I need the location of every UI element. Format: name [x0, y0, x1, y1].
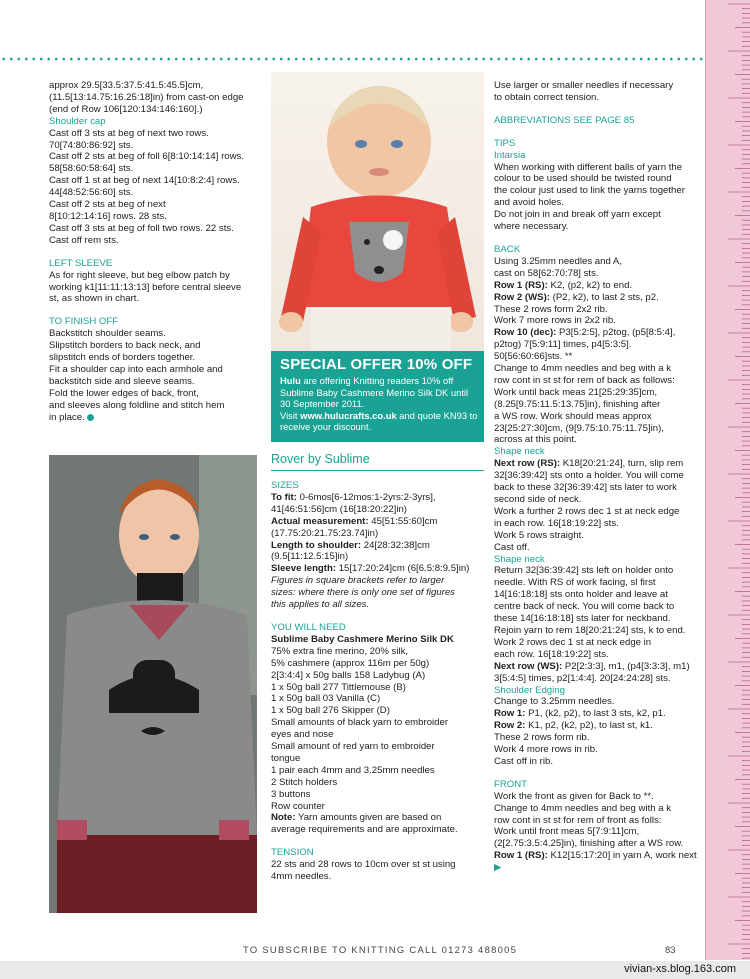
line-text: Cast off 3 sts at beg of foll two rows. 22 sts. — [49, 222, 234, 234]
line-text: (17.75:20:21.75:23.74]in) — [271, 527, 379, 539]
text-line — [494, 470, 706, 482]
text-line — [494, 708, 706, 720]
line-text: 8[10:12:14:16] rows. 28 sts. — [49, 210, 167, 222]
text-line — [271, 753, 486, 765]
offer-text: are offering Knitting readers 10% off Sublime Baby Cashmere Merino Silk DK until 30 September 2011. — [280, 375, 469, 410]
line-text: 0-6mos[6-12mos:1-2yrs:2-3yrs], — [296, 491, 436, 503]
boy-photo — [49, 455, 257, 913]
line-text: Shape neck — [494, 446, 545, 458]
text-line — [494, 315, 706, 327]
column-left — [49, 80, 259, 423]
text-line — [49, 340, 259, 352]
text-line — [49, 187, 259, 199]
text-line — [494, 637, 706, 649]
text-line — [271, 777, 486, 789]
line-text: (9.5[11:12.5:15]in) — [271, 551, 349, 563]
text-line — [271, 492, 486, 504]
watermark-bar — [0, 961, 750, 979]
text-line — [494, 399, 706, 411]
line-text: Cast off rem sts. — [49, 234, 119, 246]
line-text: Fit a shoulder cap into each armhole and — [49, 363, 223, 375]
text-line — [494, 613, 706, 625]
text-line — [271, 789, 486, 801]
line-text: Small amount of red yarn to embroider — [271, 741, 435, 753]
line-text: row cont in st st for rem of back as follows: — [494, 374, 675, 386]
line-text: 24[28:32:38]cm — [361, 539, 430, 551]
text-line — [271, 705, 486, 717]
line-text: Work 5 rows straight. — [494, 529, 584, 541]
bold-label: Next row (WS): — [494, 660, 563, 672]
line-text: P3[5:2:5], p2tog, (p5[8:5:4], — [556, 327, 676, 339]
text-line — [494, 256, 706, 268]
line-text: Shoulder Edging — [494, 684, 565, 696]
text-line — [494, 375, 706, 387]
text-line — [494, 696, 706, 708]
text-line — [49, 175, 259, 187]
text-line — [494, 304, 706, 316]
line-text: 22 sts and 28 rows to 10cm over st st using — [271, 859, 456, 871]
line-text: Return 32[36:39:42] sts left on holder onto — [494, 565, 674, 577]
line-text: K12[15:17:20] in yarn A, work next — [547, 850, 697, 862]
offer-quote: and quote KN93 to receive your discount. — [280, 409, 478, 433]
bold-label: Actual measurement: — [271, 515, 369, 527]
ruler-ticks — [706, 0, 750, 960]
text-line — [271, 871, 486, 883]
text-line — [494, 280, 706, 292]
subscribe-footer: TO SUBSCRIBE TO KNITTING CALL 01273 488005 — [243, 944, 518, 955]
text-line — [494, 339, 706, 351]
line-text: 58[58:60:58:64] sts. — [49, 163, 134, 175]
line-text: in each row. 16[18:19:22] sts. — [494, 517, 619, 529]
line-text: Change to 4mm needles and beg with a k — [494, 802, 672, 814]
line-text: Using 3.25mm needles and A, — [494, 255, 622, 267]
line-text: where necessary. — [494, 221, 569, 233]
text-line — [271, 765, 486, 777]
line-text: 41[46:51:56]cm (16[18:20:22]in) — [271, 503, 408, 515]
text-line — [494, 197, 706, 209]
offer-title: SPECIAL OFFER 10% OFF — [280, 356, 473, 373]
line-text: P2[2:3:3], m1, (p4[3:3:3], m1) — [562, 660, 690, 672]
line-text: Small amounts of black yarn to embroider — [271, 717, 449, 729]
line-text: Yarn amounts given are based on — [295, 812, 442, 824]
line-text: 1 x 50g ball 276 Skipper (D) — [271, 705, 390, 717]
text-line — [494, 327, 706, 339]
text-line — [271, 563, 486, 575]
spacer — [494, 768, 706, 779]
offer-url[interactable]: www.hulucrafts.co.uk — [300, 409, 397, 421]
spacer — [49, 305, 259, 316]
text-line — [271, 741, 486, 753]
text-line — [271, 516, 486, 528]
section-heading — [494, 554, 706, 566]
text-line — [494, 185, 706, 197]
line-text: (8.25[9.75:11.5:13.75]in), finishing after — [494, 398, 661, 410]
text-line — [271, 801, 486, 813]
text-line — [271, 551, 486, 563]
section-heading — [494, 779, 706, 791]
text-line — [49, 128, 259, 140]
column-right — [494, 80, 706, 874]
line-text: 45[51:55:60]cm — [368, 515, 438, 527]
offer-body — [280, 375, 478, 433]
page-number: 83 — [665, 944, 676, 955]
text-line — [494, 518, 706, 530]
line-text: 3[5:4:5] times, p2[1:4:4]. 20[24:24:28] sts. — [494, 672, 671, 684]
line-text: Cast off 3 sts at beg of next two rows. — [49, 127, 209, 139]
bold-label: Sublime Baby Cashmere Merino Silk DK — [271, 633, 454, 645]
text-line — [494, 756, 706, 768]
text-line — [494, 162, 706, 174]
section-heading — [494, 685, 706, 697]
line-text: BACK — [494, 243, 521, 255]
text-line — [271, 729, 486, 741]
line-text: TIPS — [494, 137, 516, 149]
line-text: 2[3:4:4] x 50g balls 158 Ladybug (A) — [271, 669, 426, 681]
line-text: these 14[16:18:18] sts later for neckband. — [494, 613, 671, 625]
line-text: p2tog) 7[5:9:11] times, p4[5:3:5]. — [494, 339, 632, 351]
section-heading — [271, 622, 486, 634]
line-text: Work 2 rows dec 1 st at neck edge in — [494, 636, 652, 648]
bold-label: Sleeve length: — [271, 563, 337, 575]
text-line — [271, 670, 486, 682]
line-text: backstitch side and sleeve seams. — [49, 375, 195, 387]
section-title: Rover by Sublime — [271, 452, 370, 466]
line-text: sizes: where there is only one set of figures — [271, 587, 455, 599]
line-text: (P2, k2), to last 2 sts, p2. — [549, 291, 659, 303]
continue-arrow-icon: ▶ — [494, 862, 502, 874]
text-line — [49, 199, 259, 211]
text-line — [49, 412, 259, 424]
text-line — [494, 732, 706, 744]
line-text: 15[17:20:24]cm (6[6.5:8:9.5]in) — [336, 563, 470, 575]
line-text: this applies to all sizes. — [271, 599, 370, 611]
text-line — [271, 658, 486, 670]
text-line — [494, 80, 706, 92]
text-line — [49, 400, 259, 412]
text-line — [49, 80, 259, 92]
text-line — [494, 209, 706, 221]
line-text: 5% cashmere (approx 116m per 50g) — [271, 657, 430, 669]
text-line — [494, 589, 706, 601]
bold-label: To fit: — [271, 491, 297, 503]
line-text: 1 x 50g ball 277 Tittlemouse (B) — [271, 681, 406, 693]
line-text: tongue — [271, 752, 301, 764]
line-text: 44[48:52:56:60] sts. — [49, 187, 134, 199]
section-heading — [271, 480, 486, 492]
line-text: Work until front meas 5[7:9:11]cm, — [494, 826, 640, 838]
line-text: Row counter — [271, 800, 325, 812]
line-text: When working with different balls of yarn the — [494, 161, 683, 173]
text-line — [49, 388, 259, 400]
bold-label: Row 1 (RS): — [494, 850, 548, 862]
bold-label: Length to shoulder: — [271, 539, 362, 551]
line-text: Change to 3.25mm needles. — [494, 696, 615, 708]
text-line — [494, 542, 706, 554]
section-heading — [271, 847, 486, 859]
line-text: row cont in st st for rem of front as folls: — [494, 814, 662, 826]
line-text: average requirements and are approximate. — [271, 824, 458, 836]
text-line — [271, 587, 486, 599]
line-text: 75% extra fine merino, 20% silk, — [271, 645, 409, 657]
line-text: (2[2.75:3.5:4.25]in), finishing after a WS row. — [494, 838, 684, 850]
text-line — [49, 104, 259, 116]
line-text: TO FINISH OFF — [49, 316, 119, 328]
text-line — [271, 528, 486, 540]
line-text: K1, p2, (k2, p2), to last st, k1. — [525, 720, 653, 732]
line-text: Shape neck — [494, 553, 545, 565]
text-line — [494, 363, 706, 375]
text-line — [494, 351, 706, 363]
line-text: Fold the lower edges of back, front, — [49, 387, 199, 399]
section-heading — [494, 244, 706, 256]
bold-label: Note: — [271, 812, 296, 824]
text-line — [271, 824, 486, 836]
line-text: Cast off in rib. — [494, 755, 554, 767]
text-line — [494, 815, 706, 827]
watermark-text: vivian-xs.blog.163.com — [624, 963, 736, 975]
text-line — [494, 625, 706, 637]
text-line — [494, 577, 706, 589]
spacer — [494, 233, 706, 244]
line-text: 23[25:27:30]cm, (9[9.75:10.75:11.75]in), — [494, 422, 664, 434]
section-heading — [494, 150, 706, 162]
text-line — [49, 140, 259, 152]
text-line — [494, 791, 706, 803]
line-text: K2, (p2, k2) to end. — [547, 279, 633, 291]
text-line — [494, 482, 706, 494]
offer-visit: Visit — [280, 409, 301, 421]
dotted-rule — [0, 57, 706, 61]
spacer — [271, 611, 486, 622]
text-line — [49, 223, 259, 235]
line-text: working k1[11:11:13:13] before central sleeve — [49, 281, 242, 293]
line-text: Backstitch shoulder seams. — [49, 328, 166, 340]
line-text: and sleeves along foldline and stitch hem — [49, 399, 225, 411]
section-rule — [271, 470, 484, 471]
text-line — [271, 717, 486, 729]
line-text: 4mm needles. — [271, 871, 332, 883]
line-text: K18[20:21:24], turn, slip rem — [560, 458, 684, 470]
text-line — [494, 458, 706, 470]
text-line — [49, 282, 259, 294]
line-text: 2 Stitch holders — [271, 776, 338, 788]
section-heading — [49, 316, 259, 328]
text-line — [49, 211, 259, 223]
line-text: back to these 32[36:39:42] sts later to work — [494, 482, 677, 494]
text-line — [494, 649, 706, 661]
text-line — [271, 812, 486, 824]
offer-brand: Hulu — [280, 375, 301, 386]
text-line — [49, 235, 259, 247]
line-text: Use larger or smaller needles if necessary — [494, 80, 674, 91]
bold-label: Row 1: — [494, 708, 526, 720]
end-bullet-icon — [87, 414, 94, 421]
section-heading — [494, 446, 706, 458]
line-text: Change to 4mm needles and beg with a k — [494, 363, 672, 375]
line-text: SIZES — [271, 480, 299, 491]
line-text: colour to be used should be twisted round — [494, 173, 672, 185]
text-line — [49, 364, 259, 376]
bold-label: Row 1 (RS): — [494, 279, 548, 291]
special-offer-box — [271, 351, 484, 442]
line-text: (11.5[13:14.75:16.25:18]in) from cast-on edge — [49, 91, 244, 103]
bold-label: Next row (RS): — [494, 458, 561, 470]
line-text: 32[36:39:42] sts onto a holder. You will come — [494, 470, 684, 482]
line-text: the colour just used to link the yarns together — [494, 185, 685, 197]
line-text: cast on 58[62:70:78] sts. — [494, 267, 599, 279]
text-line — [271, 504, 486, 516]
line-text: Cast off 2 sts at beg of foll 6[8:10:14:14] rows. — [49, 151, 245, 163]
text-line — [494, 826, 706, 838]
line-text: Figures in square brackets refer to larger — [271, 575, 445, 587]
text-line — [494, 387, 706, 399]
text-line — [49, 352, 259, 364]
text-line — [49, 92, 259, 104]
line-text: to obtain correct tension. — [494, 91, 600, 103]
line-text: 70[74:80:86:92] sts. — [49, 139, 134, 151]
bold-label: Row 2: — [494, 720, 526, 732]
text-line — [49, 376, 259, 388]
line-text: second side of neck. — [494, 494, 582, 505]
text-line — [49, 270, 259, 282]
text-line — [494, 292, 706, 304]
section-heading — [49, 258, 259, 270]
text-line — [494, 673, 706, 685]
line-text: (end of Row 106[120:134:146:160].) — [49, 103, 203, 115]
section-heading — [494, 138, 706, 150]
text-line — [271, 599, 486, 611]
text-line — [494, 744, 706, 756]
line-text: a WS row. Work should meas approx — [494, 410, 652, 422]
line-text: Intarsia — [494, 149, 526, 161]
line-text: P1, (k2, p2), to last 3 sts, k2, p1. — [525, 708, 666, 720]
line-text: Do not join in and break off yarn except — [494, 209, 661, 221]
line-text: Work until back meas 21[25:29:35]cm, — [494, 386, 657, 398]
text-line — [494, 601, 706, 613]
bold-label: Row 10 (dec): — [494, 327, 557, 339]
text-line — [494, 494, 706, 506]
line-text: YOU WILL NEED — [271, 621, 346, 633]
text-line — [271, 859, 486, 871]
spacer — [494, 127, 706, 138]
text-line — [494, 803, 706, 815]
line-text: Rejoin yarn to rem 18[20:21:24] sts, k to end. — [494, 624, 686, 636]
section-heading — [494, 115, 706, 127]
text-line — [494, 565, 706, 577]
text-line — [494, 720, 706, 732]
line-text: and avoid holes. — [494, 197, 564, 209]
line-text: in place. — [49, 411, 85, 423]
line-text: Work 4 more rows in rib. — [494, 744, 598, 756]
line-text: across at this point. — [494, 434, 577, 446]
text-line — [271, 693, 486, 705]
line-text: Work a further 2 rows dec 1 st at neck edge — [494, 505, 680, 517]
line-text: Shoulder cap — [49, 115, 106, 127]
text-line — [49, 163, 259, 175]
spacer — [271, 836, 486, 847]
text-line — [494, 850, 706, 874]
spacer — [494, 104, 706, 115]
line-text: slipstitch ends of borders together. — [49, 352, 196, 364]
spacer — [49, 247, 259, 258]
line-text: 14[16:18:18] sts onto holder and leave at — [494, 589, 668, 601]
text-line — [271, 634, 486, 646]
line-text: These 2 rows form rib. — [494, 732, 590, 744]
text-line — [494, 423, 706, 435]
line-text: TENSION — [271, 847, 314, 859]
measuring-ruler — [705, 0, 750, 960]
line-text: Slipstitch borders to back neck, and — [49, 340, 201, 352]
line-text: st, as shown in chart. — [49, 293, 140, 305]
line-text: approx 29.5[33.5:37.5:41.5:45.5]cm, — [49, 80, 204, 91]
line-text: LEFT SLEEVE — [49, 257, 113, 269]
bold-label: Row 2 (WS): — [494, 291, 550, 303]
line-text: each row. 16[18:19:22] sts. — [494, 648, 609, 660]
line-text: Cast off. — [494, 541, 530, 553]
text-line — [494, 506, 706, 518]
line-text: centre back of neck. You will come back to — [494, 601, 675, 613]
text-line — [271, 682, 486, 694]
text-line — [494, 268, 706, 280]
text-line — [494, 92, 706, 104]
line-text: As for right sleeve, but beg elbow patch by — [49, 269, 230, 281]
text-line — [494, 173, 706, 185]
line-text: 3 buttons — [271, 788, 311, 800]
line-text: 1 x 50g ball 03 Vanilla (C) — [271, 693, 381, 705]
line-text: 1 pair each 4mm and 3.25mm needles — [271, 764, 435, 776]
line-text: Cast off 1 st at beg of next 14[10:8:2:4] rows. — [49, 175, 240, 187]
text-line — [494, 434, 706, 446]
section-heading — [49, 116, 259, 128]
line-text: FRONT — [494, 778, 528, 790]
line-text: eyes and nose — [271, 729, 334, 741]
line-text: 50[56:60:66]sts. ** — [494, 351, 573, 363]
line-text: Work the front as given for Back to **. — [494, 790, 654, 802]
text-line — [494, 838, 706, 850]
line-text: needle. With RS of work facing, sl first — [494, 577, 656, 589]
text-line — [49, 293, 259, 305]
baby-photo — [271, 72, 484, 351]
line-text: These 2 rows form 2x2 rib. — [494, 303, 608, 315]
text-line — [49, 151, 259, 163]
text-line — [271, 540, 486, 552]
line-text: Work 7 more rows in 2x2 rib. — [494, 315, 616, 327]
text-line — [494, 661, 706, 673]
text-line — [494, 530, 706, 542]
line-text: ABBREVIATIONS SEE PAGE 85 — [494, 114, 635, 126]
text-line — [271, 646, 486, 658]
text-line — [271, 575, 486, 587]
text-line — [49, 328, 259, 340]
text-line — [494, 221, 706, 233]
column-middle — [271, 480, 486, 883]
line-text: Cast off 2 sts at beg of next — [49, 199, 166, 211]
text-line — [494, 411, 706, 423]
